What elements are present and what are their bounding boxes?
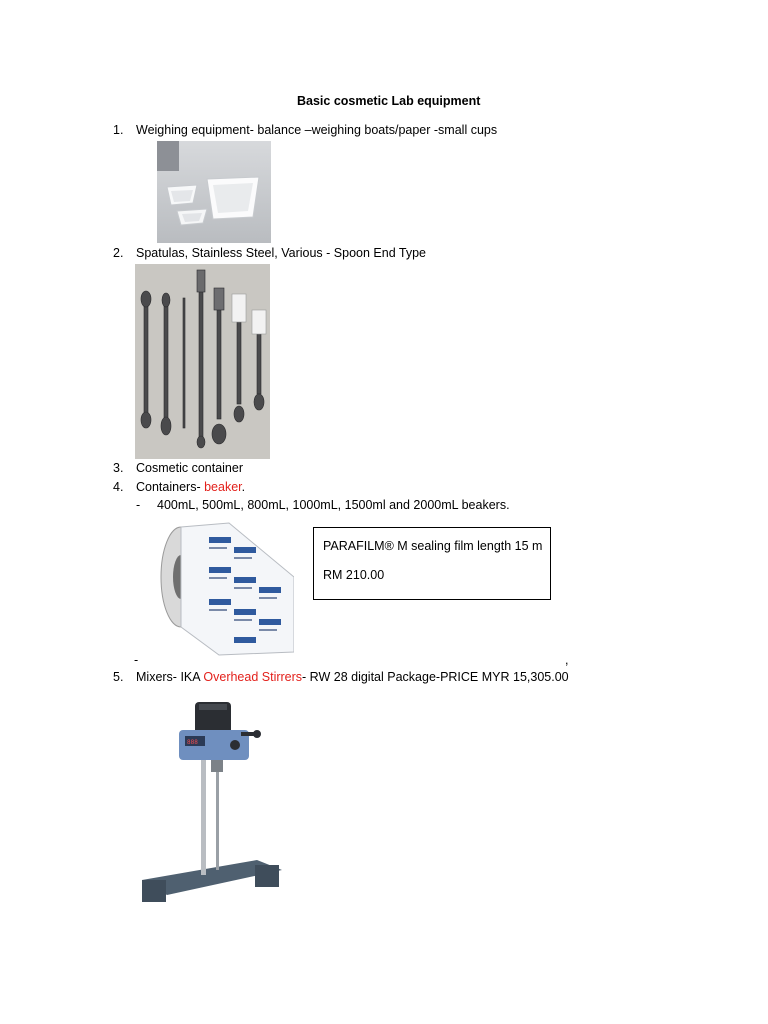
price-box-product: PARAFILM® M sealing film length 15 m	[323, 539, 543, 553]
item-4-line	[136, 479, 245, 495]
spatulas-image	[135, 264, 270, 459]
item-5-suffix: - RW 28 digital Package-PRICE MYR 15,305.00	[302, 670, 569, 684]
overhead-stirrer-image	[137, 690, 287, 915]
item-5-line	[136, 669, 569, 685]
price-box-price: RM 210.00	[323, 568, 385, 582]
item-3-text: Cosmetic container	[136, 461, 243, 475]
item-1-text: Weighing equipment- balance –weighing boats/paper -small cups	[136, 123, 498, 137]
weighing-boats-image	[157, 141, 271, 243]
item-5-text: Mixers- IKA	[136, 670, 200, 684]
item-4-text: Containers-	[136, 480, 201, 494]
item-3-number: 3.	[113, 461, 124, 475]
item-4-highlight: beaker	[204, 480, 242, 494]
item-4-suffix: .	[241, 480, 246, 494]
item-2-text: Spatulas, Stainless Steel, Various - Spoon End Type	[136, 246, 426, 260]
item-2-number: 2.	[113, 246, 124, 260]
stray-comma: ,	[565, 653, 569, 667]
parafilm-roll-image	[159, 517, 294, 657]
page-title: Basic cosmetic Lab equipment	[297, 94, 481, 108]
sub-item-bullet: -	[136, 498, 141, 512]
sub-item-text: 400mL, 500mL, 800mL, 1000mL, 1500ml and 2000mL beakers.	[157, 498, 510, 512]
stray-dash: -	[134, 653, 139, 667]
item-5-number: 5.	[113, 670, 124, 684]
item-4-number: 4.	[113, 480, 124, 494]
item-5-highlight: Overhead Stirrers	[203, 670, 303, 684]
svg-text:888: 888	[187, 739, 198, 746]
item-1-number: 1.	[113, 123, 124, 137]
parafilm-price-box	[313, 527, 551, 600]
